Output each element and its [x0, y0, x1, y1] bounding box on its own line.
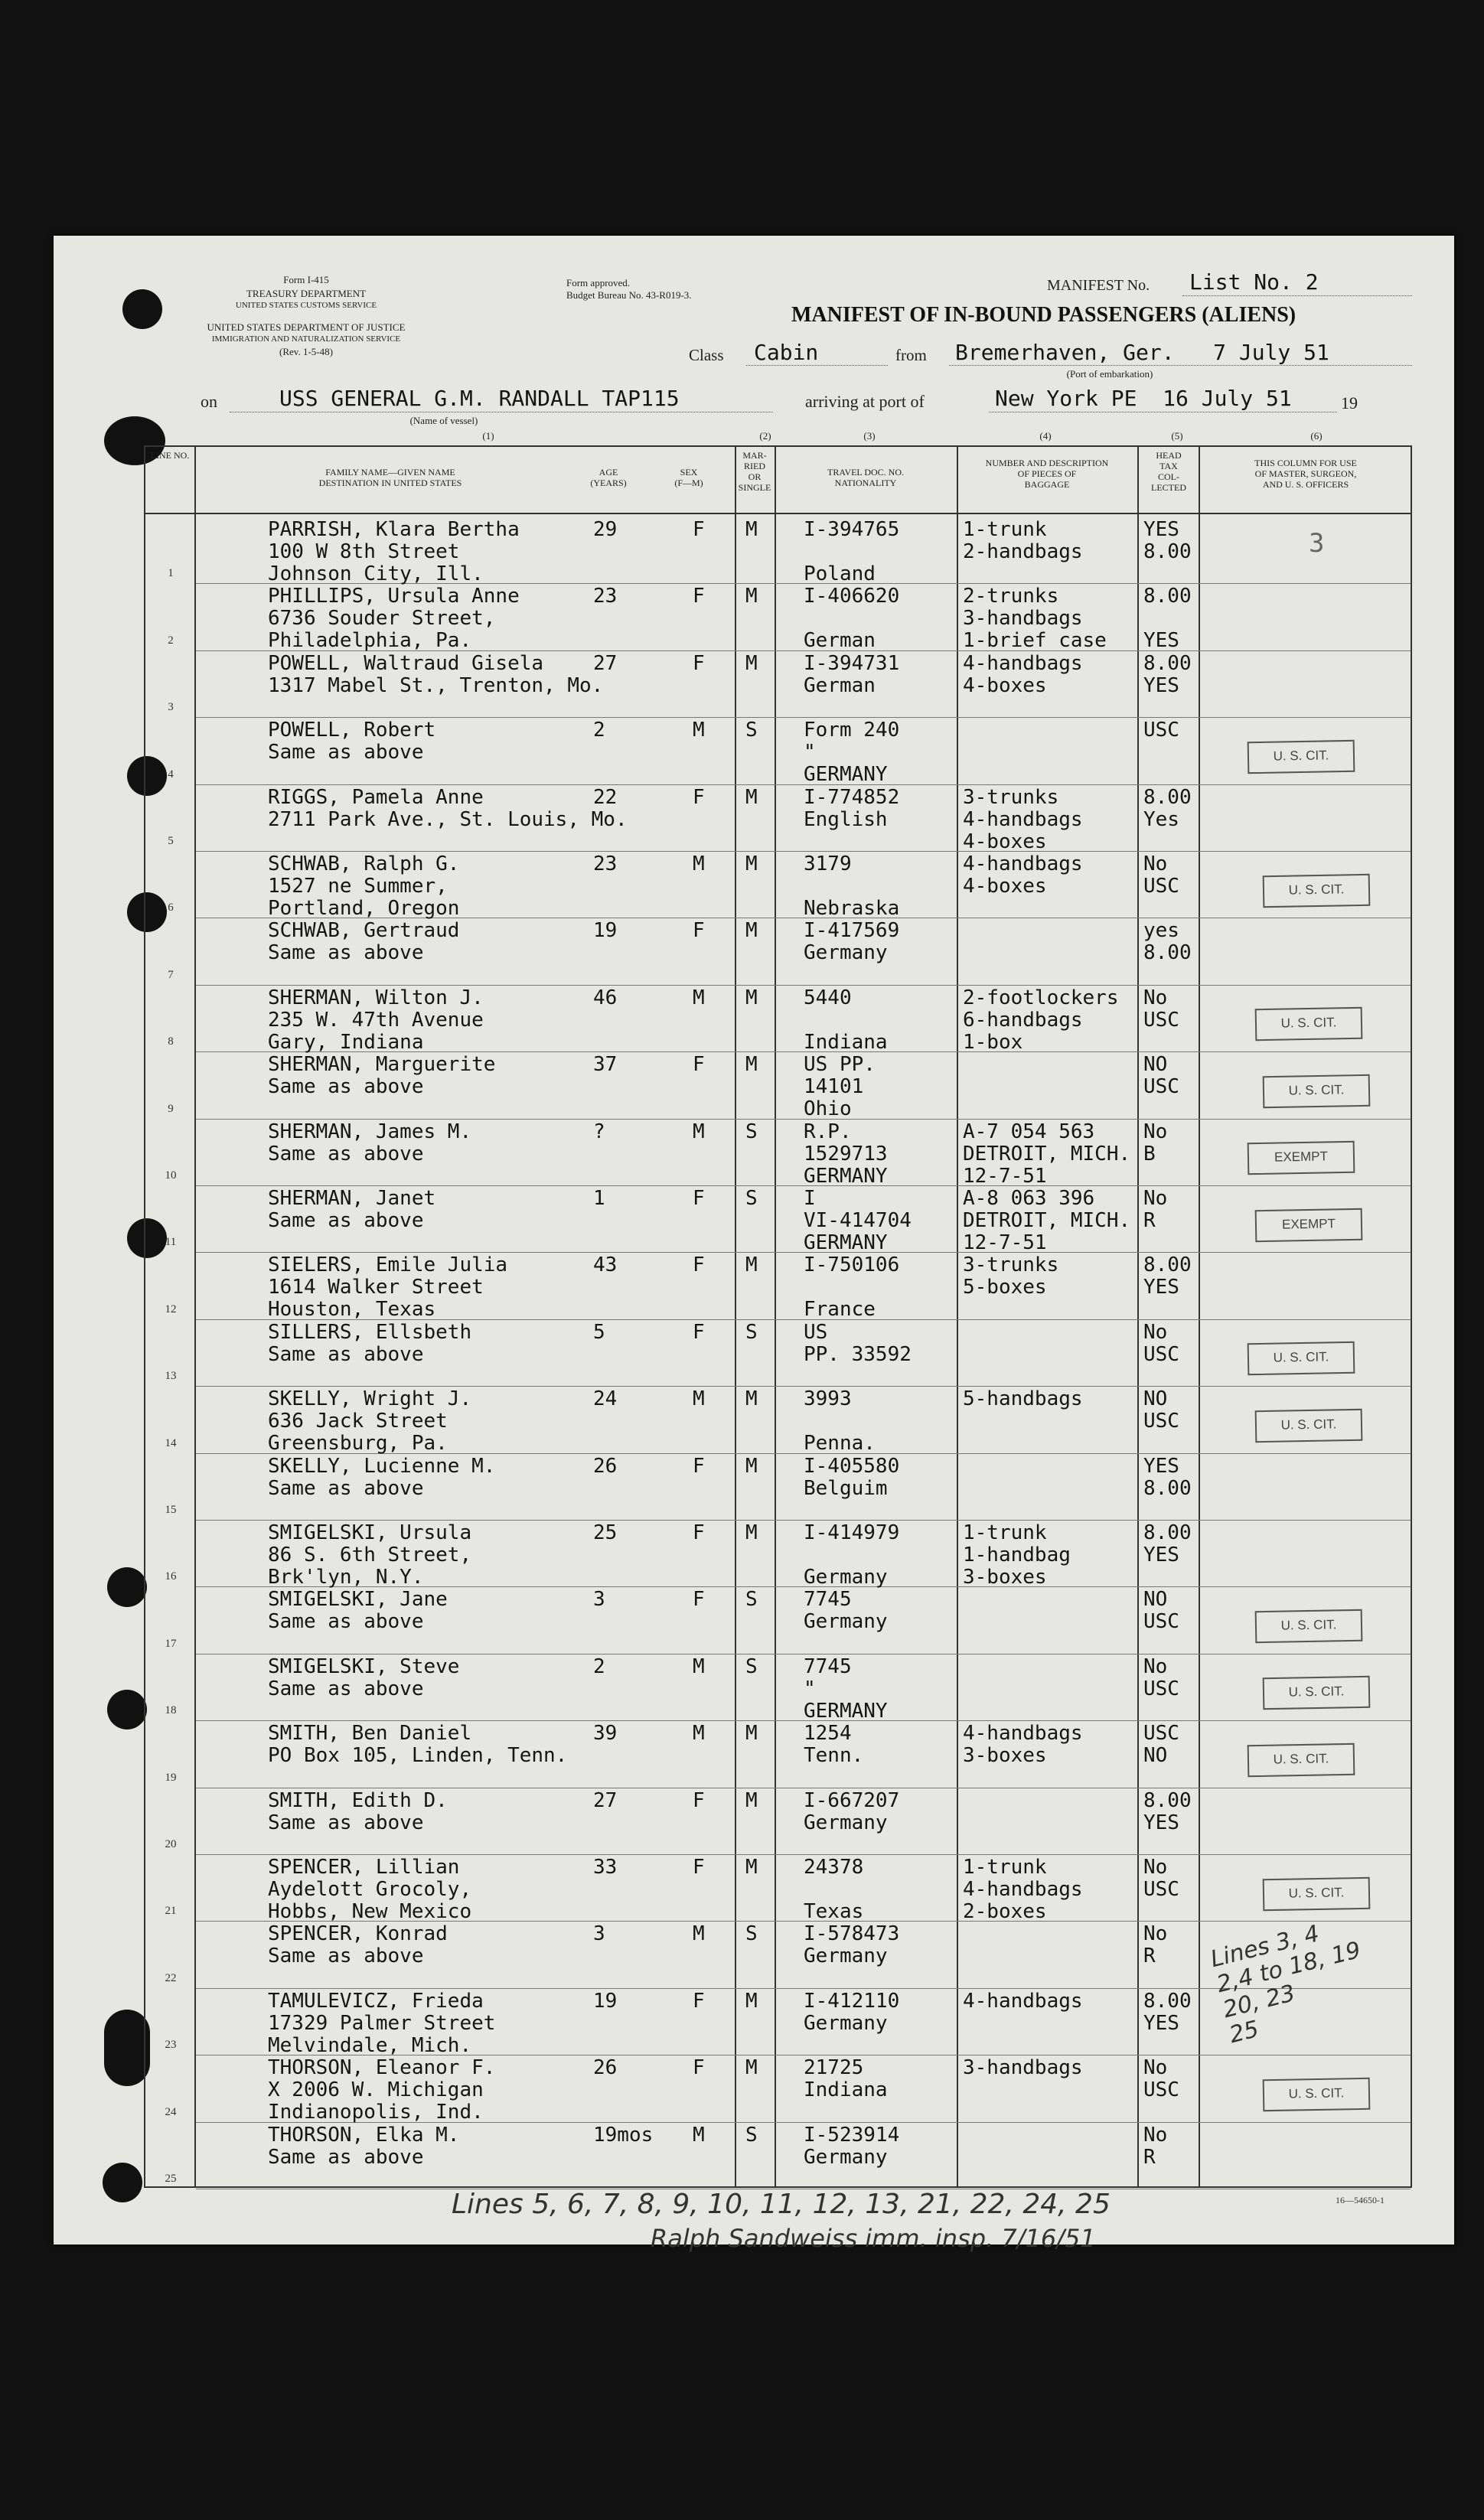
passenger-sex: F [693, 1053, 705, 1077]
passenger-age: 39 [593, 1722, 618, 1746]
head-tax: 8.00 Yes [1143, 785, 1192, 831]
travel-document: 1254 Tenn. [804, 1722, 864, 1768]
passenger-sex: F [693, 1521, 705, 1544]
header-travel-doc: TRAVEL DOC. NO. NATIONALITY [827, 467, 904, 488]
travel-document: I-394765 Poland [804, 518, 900, 585]
officer-stamp: EXEMPT [1248, 1141, 1355, 1175]
baggage: 1-trunk 2-handbags [963, 518, 1083, 563]
officer-stamp: U. S. CIT. [1263, 1876, 1371, 1910]
header-name: FAMILY NAME—GIVEN NAME DESTINATION IN UNITED STATES [318, 467, 462, 488]
marital-status: M [745, 1521, 758, 1544]
on-label: on [201, 392, 217, 411]
line-number: 13 [165, 1370, 177, 1383]
customs-label: UNITED STATES CUSTOMS SERVICE [235, 301, 377, 310]
class-label: Class [689, 346, 724, 364]
head-tax: YES 8.00 [1143, 1454, 1192, 1500]
line-number: 23 [165, 2039, 177, 2052]
head-tax: 8.00 YES [1143, 1788, 1192, 1834]
marital-status: M [745, 785, 758, 809]
travel-document: I-394731 German [804, 651, 900, 697]
passenger-name: SMIGELSKI, Steve Same as above [268, 1654, 460, 1700]
passenger-age: 27 [593, 651, 618, 675]
travel-document: R.P. 1529713 GERMANY [804, 1120, 888, 1188]
passenger-age: 27 [593, 1788, 618, 1812]
budget-bureau: Budget Bureau No. 43-R019-3. [566, 289, 692, 301]
marital-status: S [745, 1588, 758, 1612]
passenger-sex: F [693, 585, 705, 608]
officer-stamp: U. S. CIT. [1248, 1743, 1355, 1777]
passenger-sex: F [693, 2056, 705, 2080]
line-number: 16 [165, 1570, 177, 1583]
marital-status: M [745, 986, 758, 1009]
passenger-age: 24 [593, 1387, 618, 1411]
travel-document: 21725 Indiana [804, 2056, 888, 2102]
header-head-tax: HEAD TAX COL- LECTED [1151, 450, 1186, 493]
passenger-name: SMIGELSKI, Ursula 86 S. 6th Street, Brk'lyn, N.Y. [268, 1521, 472, 1589]
line-number: 21 [165, 1905, 177, 1918]
passenger-name: PARRISH, Klara Bertha 100 W 8th Street Johnson City, Ill. [268, 518, 520, 585]
head-tax: No B [1143, 1120, 1168, 1165]
baggage: 4-handbags 3-boxes [963, 1722, 1083, 1768]
passenger-name: THORSON, Eleanor F. X 2006 W. Michigan Indianopolis, Ind. [268, 2056, 496, 2124]
treasury-label: TREASURY DEPARTMENT [246, 288, 367, 299]
marital-status: M [745, 518, 758, 541]
marital-status: S [745, 1320, 758, 1344]
passenger-sex: M [693, 2123, 705, 2147]
passenger-age: 19 [593, 919, 618, 943]
travel-document: 5440 Indiana [804, 986, 888, 1054]
binder-hole [107, 1690, 147, 1729]
passenger-sex: F [693, 1253, 705, 1277]
table-row [145, 986, 1411, 1052]
passenger-name: SMITH, Edith D. Same as above [268, 1788, 448, 1834]
marital-status: M [745, 1454, 758, 1478]
travel-document: I-412110 Germany [804, 1989, 900, 2035]
head-tax: No USC [1143, 986, 1179, 1032]
line-number: 20 [165, 1837, 177, 1850]
table-row [145, 1654, 1411, 1721]
marital-status: M [745, 919, 758, 943]
passenger-sex: F [693, 1588, 705, 1612]
baggage: 2-footlockers 6-handbags 1-box [963, 986, 1119, 1054]
header-officers: THIS COLUMN FOR USE OF MASTER, SURGEON, AND U. S. OFFICERS [1254, 458, 1357, 490]
header-sex: SEX (F—M) [674, 467, 703, 488]
line-number: 17 [165, 1637, 177, 1650]
line-number: 1 [168, 567, 174, 580]
travel-document: I VI-414704 GERMANY [804, 1187, 912, 1254]
travel-document: 3179 Nebraska [804, 852, 900, 920]
port-embark-label: (Port of embarkation) [1066, 368, 1153, 380]
officer-stamp: U. S. CIT. [1263, 1676, 1371, 1710]
manifest-no-value: List No. 2 [1189, 269, 1319, 295]
table-row [145, 2055, 1411, 2122]
passenger-age: 23 [593, 585, 618, 608]
passenger-age: 3 [593, 1922, 605, 1946]
passenger-age: 25 [593, 1521, 618, 1544]
passenger-age: 46 [593, 986, 618, 1009]
passenger-age: 26 [593, 1454, 618, 1478]
year-suffix: 19 [1341, 393, 1358, 412]
baggage: 4-handbags 4-boxes [963, 651, 1083, 697]
passenger-age: 29 [593, 518, 618, 541]
officer-stamp: U. S. CIT. [1255, 1409, 1363, 1443]
table-row [145, 918, 1411, 985]
passenger-sex: M [693, 1387, 705, 1411]
passenger-age: 5 [593, 1320, 605, 1344]
passenger-name: SHERMAN, Marguerite Same as above [268, 1053, 496, 1099]
officer-stamp: U. S. CIT. [1248, 740, 1355, 774]
head-tax: No R [1143, 2123, 1168, 2169]
travel-document: I-578473 Germany [804, 1922, 900, 1968]
form-approved: Form approved. [566, 277, 631, 289]
rev-label: (Rev. 1-5-48) [279, 346, 333, 357]
passenger-name: SHERMAN, James M. Same as above [268, 1120, 472, 1165]
passenger-age: 2 [593, 1654, 605, 1678]
baggage: 3-trunks 4-handbags 4-boxes [963, 785, 1083, 853]
table-row [145, 2123, 1411, 2189]
travel-document: I-405580 Belguim [804, 1454, 900, 1500]
marital-status: M [745, 1387, 758, 1411]
table-row [145, 1587, 1411, 1654]
head-tax: No USC [1143, 1320, 1179, 1366]
table-row [145, 1387, 1411, 1456]
passenger-name: SHERMAN, Wilton J. 235 W. 47th Avenue Gary, Indiana [268, 986, 484, 1054]
passenger-name: POWELL, Waltraud Gisela 1317 Mabel St., Trenton, Mo. [268, 651, 604, 697]
officer-stamp: U. S. CIT. [1263, 873, 1371, 907]
table-row [145, 584, 1411, 653]
head-tax: No USC [1143, 1856, 1179, 1901]
marital-status: M [745, 1722, 758, 1746]
table-row [145, 1186, 1411, 1253]
passenger-age: 33 [593, 1856, 618, 1879]
line-number: 18 [165, 1704, 177, 1717]
from-label: from [895, 346, 927, 364]
officer-stamp: U. S. CIT. [1263, 1074, 1371, 1108]
passenger-sex: F [693, 651, 705, 675]
marital-status: S [745, 1654, 758, 1678]
col-number: (5) [1171, 430, 1183, 442]
baggage: 3-handbags [963, 2056, 1083, 2080]
marital-status: M [745, 1788, 758, 1812]
passenger-name: SMITH, Ben Daniel PO Box 105, Linden, Tenn. [268, 1722, 568, 1768]
marital-status: S [745, 1120, 758, 1143]
vessel-value: USS GENERAL G.M. RANDALL TAP115 [279, 386, 680, 411]
travel-document: Form 240 " GERMANY [804, 719, 900, 787]
line-number: 3 [168, 701, 174, 714]
form-footer-code: 16—54650-1 [1336, 2195, 1385, 2205]
head-tax: 8.00 YES [1143, 1253, 1192, 1299]
col-number: (1) [482, 430, 494, 442]
baggage: 4-handbags [963, 1989, 1083, 2013]
officer-stamp: U. S. CIT. [1255, 1007, 1363, 1041]
head-tax: No R [1143, 1187, 1168, 1232]
col-number: (4) [1039, 430, 1052, 442]
passenger-age: ? [593, 1120, 605, 1143]
passenger-name: THORSON, Elka M. Same as above [268, 2123, 460, 2169]
passenger-sex: M [693, 1922, 705, 1946]
col-number: (2) [759, 430, 771, 442]
travel-document: US PP. 33592 [804, 1320, 912, 1366]
passenger-sex: M [693, 1722, 705, 1746]
travel-document: I-523914 Germany [804, 2123, 900, 2169]
baggage: 5-handbags [963, 1387, 1083, 1411]
table-row [145, 1120, 1411, 1186]
line-number: 6 [168, 901, 174, 914]
head-tax: 8.00 YES [1143, 585, 1192, 653]
inspector-signature: Ralph Sandweiss imm. insp. 7/16/51 [651, 2224, 1096, 2253]
header-age: AGE (YEARS) [590, 467, 627, 488]
passenger-age: 43 [593, 1253, 618, 1277]
bottom-handwritten-lines: Lines 5, 6, 7, 8, 9, 10, 11, 12, 13, 21, 22, 24, 25 [452, 2189, 1111, 2220]
passenger-name: TAMULEVICZ, Frieda 17329 Palmer Street Melvindale, Mich. [268, 1989, 496, 2057]
line-number: 8 [168, 1035, 174, 1048]
line-number: 5 [168, 834, 174, 847]
from-value: Bremerhaven, Ger. 7 July 51 [955, 340, 1329, 365]
baggage: 1-trunk 4-handbags 2-boxes [963, 1856, 1083, 1923]
passenger-sex: F [693, 1989, 705, 2013]
table-row [145, 651, 1411, 718]
table-row [145, 718, 1411, 787]
head-tax: NO USC [1143, 1053, 1179, 1099]
passenger-age: 3 [593, 1588, 605, 1612]
passenger-name: SPENCER, Konrad Same as above [268, 1922, 448, 1968]
officer-stamp: U. S. CIT. [1255, 1609, 1363, 1643]
manifest-no-underline [1182, 295, 1412, 296]
line-number: 19 [165, 1771, 177, 1784]
passenger-age: 23 [593, 852, 618, 875]
passenger-name: SILLERS, Ellsbeth Same as above [268, 1320, 472, 1366]
line-number: 25 [165, 2172, 177, 2185]
passenger-name: SCHWAB, Ralph G. 1527 ne Summer, Portland, Oregon [268, 852, 460, 920]
travel-document: I-406620 German [804, 585, 900, 653]
head-tax: 8.00 YES [1143, 1989, 1192, 2035]
table-row [145, 1855, 1411, 1922]
marital-status: M [745, 651, 758, 675]
passenger-name: SHERMAN, Janet Same as above [268, 1187, 436, 1232]
passenger-sex: F [693, 1454, 705, 1478]
binder-hole [122, 289, 162, 329]
manifest-table [144, 445, 1412, 2188]
head-tax: No USC [1143, 1654, 1179, 1700]
line-number: 2 [168, 634, 174, 647]
passenger-sex: M [693, 852, 705, 875]
passenger-sex: F [693, 1788, 705, 1812]
passenger-name: SIELERS, Emile Julia 1614 Walker Street Houston, Texas [268, 1253, 508, 1322]
passenger-name: RIGGS, Pamela Anne 2711 Park Ave., St. Louis, Mo. [268, 785, 628, 831]
marital-status: M [745, 852, 758, 875]
passenger-name: SMIGELSKI, Jane Same as above [268, 1588, 448, 1634]
travel-document: I-750106 France [804, 1253, 900, 1322]
officer-note: 3 [1309, 528, 1325, 559]
head-tax: No USC [1143, 2056, 1179, 2102]
header-married: MAR- RIED OR SINGLE [738, 450, 771, 493]
class-value: Cabin [754, 340, 819, 365]
ins-label: IMMIGRATION AND NATURALIZATION SERVICE [211, 334, 401, 344]
marital-status: M [745, 585, 758, 608]
manifest-title: MANIFEST OF IN-BOUND PASSENGERS (ALIENS) [791, 303, 1296, 327]
passenger-sex: M [693, 986, 705, 1009]
passenger-sex: F [693, 1187, 705, 1210]
binder-hole [103, 2163, 142, 2202]
head-tax: No R [1143, 1922, 1168, 1968]
table-row [145, 1253, 1411, 1322]
head-tax: USC NO [1143, 1722, 1179, 1768]
justice-label: UNITED STATES DEPARTMENT OF JUSTICE [207, 321, 406, 333]
passenger-age: 2 [593, 719, 605, 742]
marital-status: M [745, 2056, 758, 2080]
marital-status: S [745, 1922, 758, 1946]
passenger-name: PHILLIPS, Ursula Anne 6736 Souder Street, Philadelphia, Pa. [268, 585, 520, 653]
head-tax: yes 8.00 [1143, 919, 1192, 965]
head-tax: YES 8.00 [1143, 518, 1192, 563]
officer-stamp: EXEMPT [1255, 1208, 1363, 1241]
table-row [145, 1454, 1411, 1521]
line-number: 7 [168, 968, 174, 981]
table-row [145, 1052, 1411, 1119]
line-number: 9 [168, 1102, 174, 1115]
table-row [145, 785, 1411, 852]
travel-document: I-774852 English [804, 785, 900, 831]
table-row [145, 1721, 1411, 1788]
line-number: 11 [165, 1236, 177, 1249]
head-tax: NO USC [1143, 1387, 1179, 1433]
binder-hole [107, 1567, 147, 1607]
manifest-no-label: MANIFEST No. [1047, 277, 1150, 294]
head-tax: 8.00 YES [1143, 651, 1192, 697]
table-row [145, 517, 1411, 584]
travel-document: 3993 Penna. [804, 1387, 876, 1456]
table-row [145, 1788, 1411, 1855]
line-number: 4 [168, 768, 174, 781]
line-number: 14 [165, 1436, 177, 1449]
line-number: 24 [165, 2105, 177, 2118]
binder-hole [104, 2010, 150, 2086]
passenger-age: 22 [593, 785, 618, 809]
col-number: (3) [863, 430, 876, 442]
baggage: A-8 063 396 DETROIT, MICH. 12-7-51 [963, 1187, 1131, 1254]
passenger-age: 26 [593, 2056, 618, 2080]
passenger-name: SPENCER, Lillian Aydelott Grocoly, Hobbs, New Mexico [268, 1856, 472, 1923]
marital-status: S [745, 2123, 758, 2147]
head-tax: 8.00 YES [1143, 1521, 1192, 1566]
passenger-sex: F [693, 785, 705, 809]
baggage: 4-handbags 4-boxes [963, 852, 1083, 898]
passenger-age: 37 [593, 1053, 618, 1077]
passenger-name: SKELLY, Lucienne M. Same as above [268, 1454, 496, 1500]
marital-status: S [745, 1187, 758, 1210]
arrival-value: New York PE 16 July 51 [995, 386, 1292, 411]
head-tax: No USC [1143, 852, 1179, 898]
passenger-sex: F [693, 518, 705, 541]
travel-document: I-417569 Germany [804, 919, 900, 965]
header-baggage: NUMBER AND DESCRIPTION OF PIECES OF BAGGAGE [985, 458, 1109, 490]
passenger-age: 19mos [593, 2123, 654, 2147]
passenger-sex: F [693, 1320, 705, 1344]
arriving-label: arriving at port of [805, 392, 925, 411]
head-tax: NO USC [1143, 1588, 1179, 1634]
form-number: Form I-415 [283, 274, 329, 285]
passenger-age: 1 [593, 1187, 605, 1210]
line-number: 15 [165, 1503, 177, 1516]
travel-document: 7745 Germany [804, 1588, 888, 1634]
line-number: 12 [165, 1302, 177, 1315]
baggage: 1-trunk 1-handbag 3-boxes [963, 1521, 1071, 1589]
passenger-sex: F [693, 1856, 705, 1879]
passenger-sex: M [693, 1120, 705, 1143]
travel-document: I-414979 Germany [804, 1521, 900, 1589]
header-line-no: LINE NO. [150, 450, 190, 461]
officer-stamp: U. S. CIT. [1248, 1342, 1355, 1375]
passenger-name: SKELLY, Wright J. 636 Jack Street Greensburg, Pa. [268, 1387, 472, 1456]
marital-status: M [745, 1989, 758, 2013]
table-row [145, 852, 1411, 918]
marital-status: M [745, 1253, 758, 1277]
baggage: 2-trunks 3-handbags 1-brief case [963, 585, 1107, 653]
marital-status: M [745, 1053, 758, 1077]
table-row [145, 1521, 1411, 1587]
passenger-name: POWELL, Robert Same as above [268, 719, 436, 764]
travel-document: 7745 " GERMANY [804, 1654, 888, 1723]
class-underline [746, 365, 888, 366]
head-tax: USC [1143, 719, 1179, 742]
from-underline [949, 365, 1412, 366]
marital-status: M [745, 1856, 758, 1879]
passenger-sex: M [693, 719, 705, 742]
passenger-sex: M [693, 1654, 705, 1678]
baggage: 3-trunks 5-boxes [963, 1253, 1059, 1299]
line-number: 22 [165, 1971, 177, 1984]
passenger-name: SCHWAB, Gertraud Same as above [268, 919, 460, 965]
travel-document: US PP. 14101 Ohio [804, 1053, 876, 1121]
line-number: 10 [165, 1169, 177, 1182]
passenger-sex: F [693, 919, 705, 943]
header-divider [145, 513, 1411, 514]
travel-document: I-667207 Germany [804, 1788, 900, 1834]
margin-handwritten-note: Lines 3, 4 2,4 to 18, 19 20, 23 25 [1208, 1920, 1364, 2049]
officer-stamp: U. S. CIT. [1263, 2078, 1371, 2111]
travel-document: 24378 Texas [804, 1856, 864, 1923]
marital-status: S [745, 719, 758, 742]
passenger-age: 19 [593, 1989, 618, 2013]
vessel-label: (Name of vessel) [409, 415, 478, 426]
baggage: A-7 054 563 DETROIT, MICH. 12-7-51 [963, 1120, 1131, 1188]
table-row [145, 1320, 1411, 1387]
col-number: (6) [1310, 430, 1323, 442]
